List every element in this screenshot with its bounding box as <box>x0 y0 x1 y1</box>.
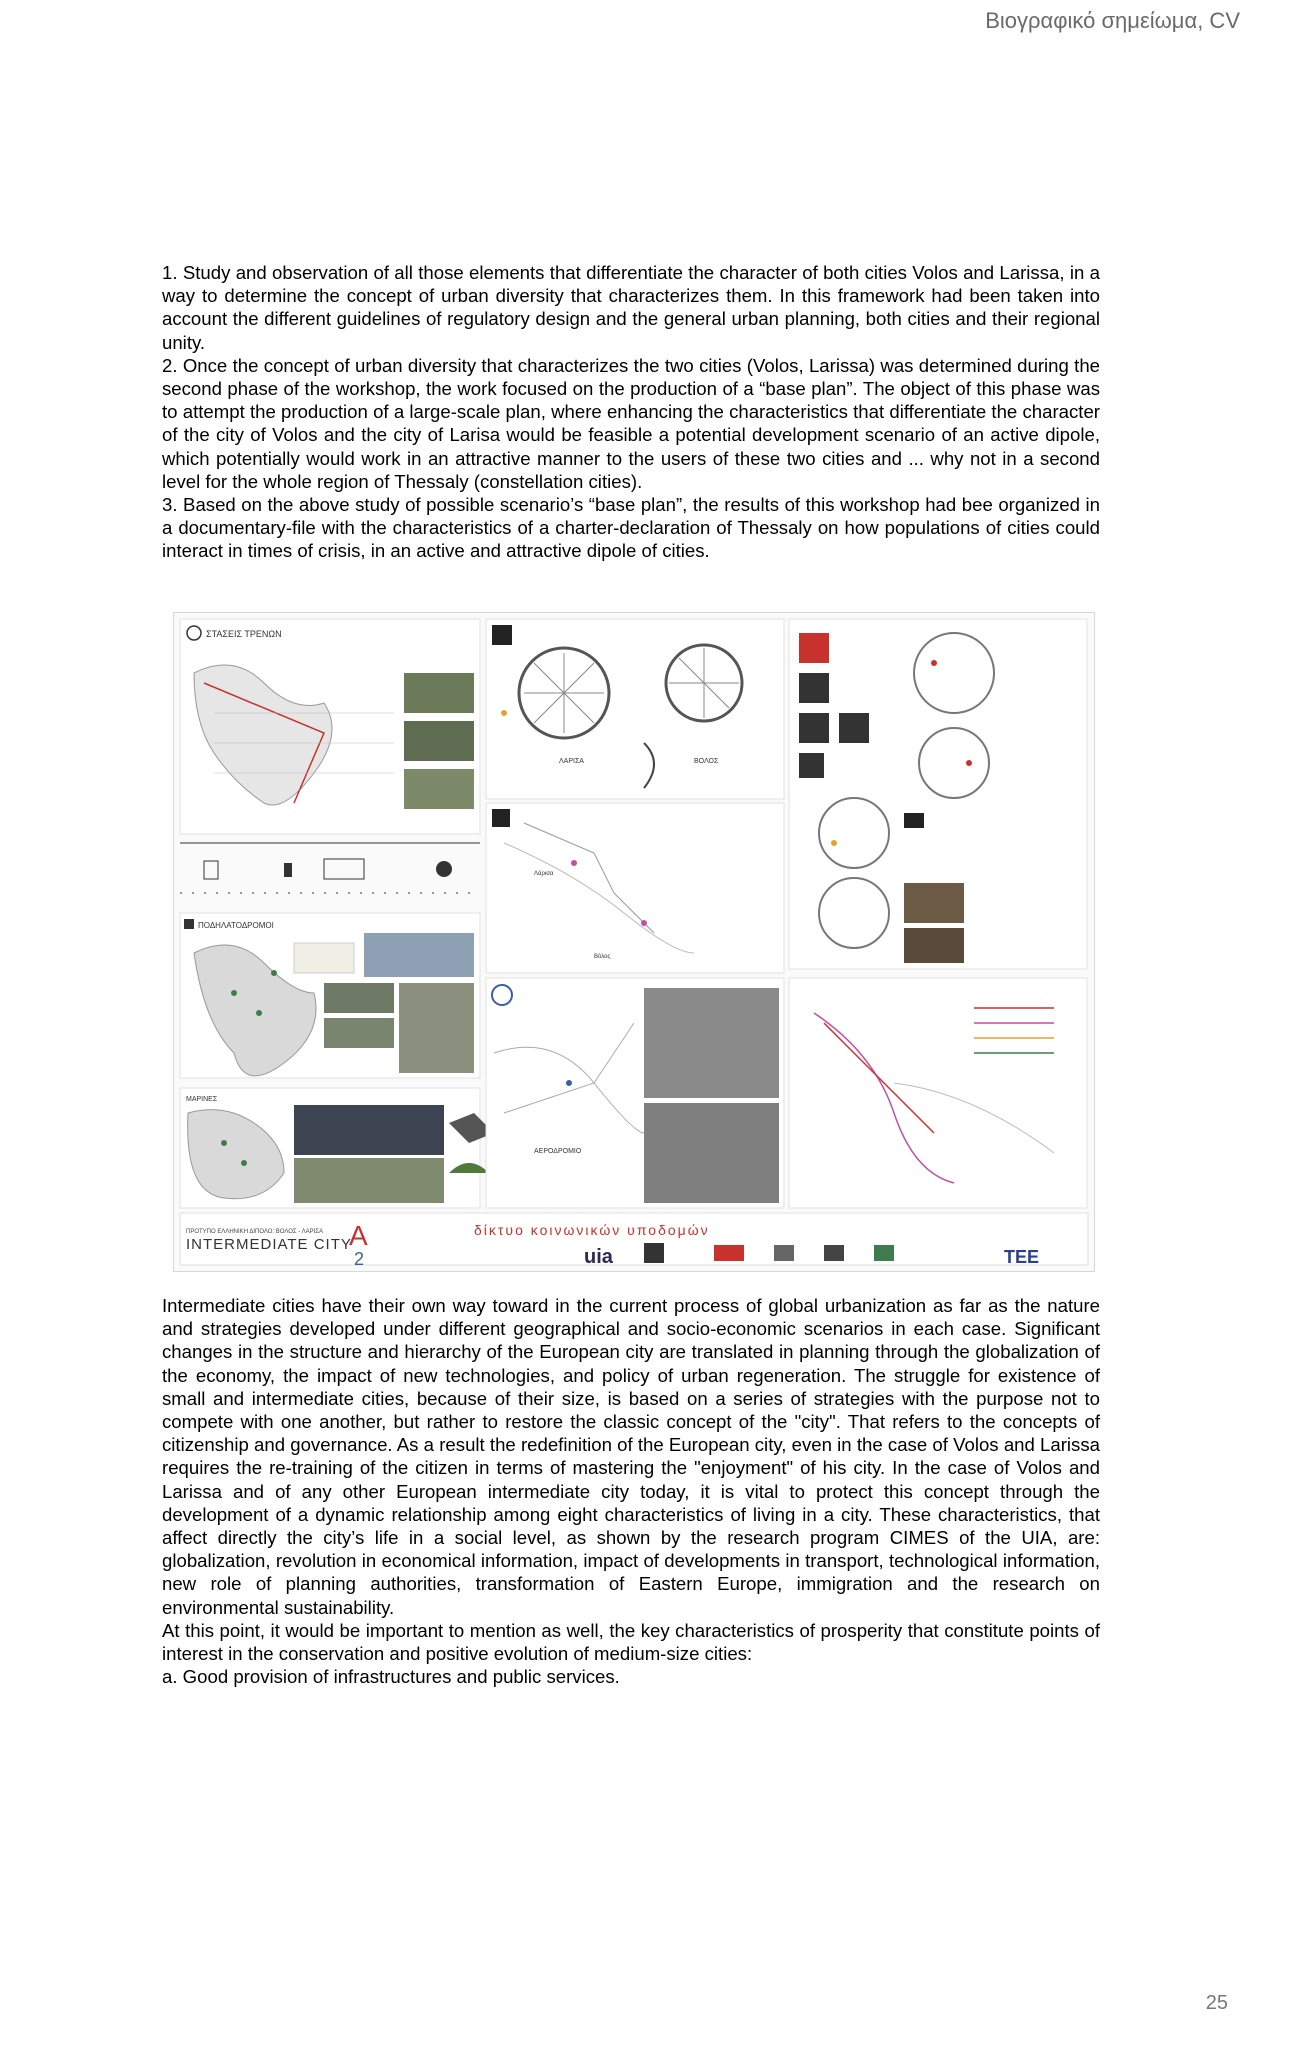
panel-marinas-title: ΜΑΡΙΝΕΣ <box>186 1096 218 1103</box>
map-label-larisa: ΛΑΡΙΣΑ <box>559 758 584 765</box>
panel-network-map <box>789 978 1087 1208</box>
paragraph-phase-1: 1. Study and observation of all those elements that differentiate the character of both cities Volos and Larissa, in a way to determine the concept of urban diversity that characterizes them. In this framework had been taken into account the different guidelines of regulatory design and the general urban planning, both cities and their regional unity. <box>162 262 1100 353</box>
paragraph-prosperity-characteristics: At this point, it would be important to mention as well, the key characteristics of prosperity that constitute points of interest in the conservation and positive evolution of medium-size cities: <box>162 1619 1100 1665</box>
poster-banner <box>180 1213 1088 1269</box>
paragraph-intermediate-cities: Intermediate cities have their own way toward in the current process of global urbanization as far as the nature and strategies developed under different geographical and socio-economic scenarios in each case. Significant changes in the structure and hierarchy of the European city are translated in planning through the globalization of the economy, the impact of new technologies, and policy of urban regeneration. The struggle for existence of small and intermediate cities, because of their size, is based on a series of strategies with the purpose not to compete with one another, but rather to restore the classic concept of the "city". That refers to the concepts of citizenship and governance. As a result the redefinition of the European city, even in the case of Volos and Larissa requires the re-training of the citizen in terms of mastering the "enjoyment" of his city. In the case of Volos and Larissa and of any other European intermediate city today, it is vital to protect this concept through the development of a dynamic relationship among eight characteristics of living in a city. These characteristics, that affect directly the city’s life in a social level, as shown by the research program CIMES of the UIA, are: globalization, revolution in economical information, impact of developments in transport, technological information, new role of planning authorities, transformation of Eastern Europe, immigration and the research on environmental sustainability. <box>162 1295 1100 1618</box>
map-label-volos-small: Βόλος <box>594 954 611 960</box>
banner-subtitle: ΠΡΟΤΥΠΟ ΕΛΛΗΝΙΚΗ ΔΙΠΟΛΟ: ΒΟΛΟΣ - ΛΑΡΙΣΑ <box>186 1229 324 1235</box>
text-block-intermediate-cities <box>162 1294 1100 1688</box>
paragraph-phase-3: 3. Based on the above study of possible scenario’s “base plan”, the results of this workshop had bee organized in a documentary-file with the characteristics of a charter-declaration of Thessaly on how populations of cities could interact in times of crisis, in an active and attractive dipole of cities. <box>162 494 1100 562</box>
panel-bike-routes <box>180 913 480 1078</box>
paragraph-phase-2: 2. Once the concept of urban diversity that characterizes the two cities (Volos, Larissa) was determined during the second phase of the workshop, the work focused on the production of a “base plan”. The object of this phase was to attempt the production of a large-scale plan, where enhancing the characteristics that differentiate the character of the city of Volos and the city of Larisa would be feasible a potential development scenario of an active dipole, which potentially would work in an attractive manner to the users of these two cities and ... why not in a second level for the whole region of Thessaly (constellation cities). <box>162 354 1100 492</box>
banner-letter: A <box>349 1220 368 1251</box>
page-number: 25 <box>1205 1992 1228 2014</box>
workshop-poster-image <box>173 612 1095 1272</box>
paragraph-item-a: a. Good provision of infrastructures and public services. <box>162 1666 620 1688</box>
map-label-volos: ΒΟΛΟΣ <box>694 758 719 765</box>
map-label-larisa-small: Λάρισα <box>534 871 554 877</box>
banner-number: 2 <box>354 1249 365 1269</box>
panel-train-stops-title: ΣΤΑΣΕΙΣ ΤΡΕΝΩΝ <box>206 629 282 639</box>
panel-city-maps <box>486 619 784 799</box>
logo-uia: uia <box>584 1246 613 1268</box>
banner-network-title: δίκτυο κοινωνικών υποδομών <box>474 1222 710 1238</box>
panel-aerial-maps <box>486 978 784 1208</box>
map-label-airport: ΑΕΡΟΔΡΟΜΙΟ <box>534 1148 582 1155</box>
panel-bike-routes-title: ΠΟΔΗΛΑΤΟΔΡΟΜΟΙ <box>198 921 274 930</box>
panel-facilities <box>789 619 1087 969</box>
panel-train-stops <box>180 619 480 893</box>
banner-title: INTERMEDIATE CITY <box>186 1236 352 1253</box>
panel-route-map <box>486 803 784 973</box>
logo-tee: ΤΕΕ <box>1004 1247 1040 1267</box>
panel-marinas <box>180 1088 494 1208</box>
page-header-title: Βιογραφικό σημείωμα, CV <box>985 8 1240 33</box>
text-block-workshop-phases <box>162 261 1100 563</box>
